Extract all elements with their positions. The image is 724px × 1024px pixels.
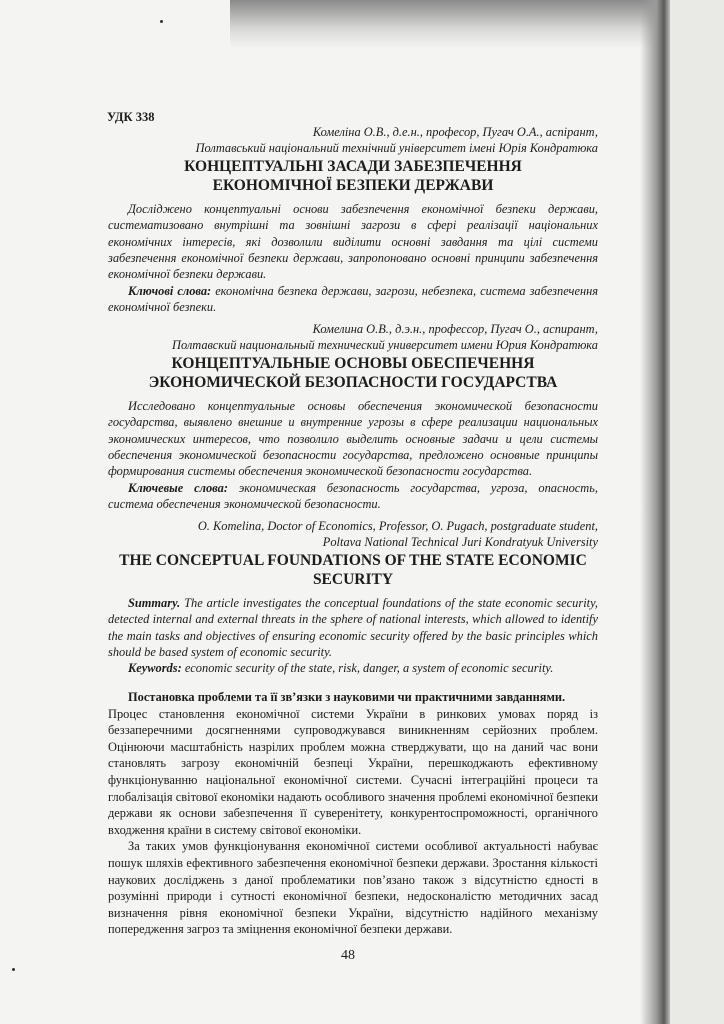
keywords-line: система обеспечения экономической безопасности.: [108, 496, 381, 511]
abstract-line: государства, выявлено внешние и внутренние угрозы в сфере реализации национальных: [108, 415, 598, 430]
abstract-label: Summary.: [128, 596, 181, 610]
keywords-line: [128, 481, 598, 496]
article-title-line: ЕКОНОМІЧНОЇ БЕЗПЕКИ ДЕРЖАВИ: [212, 177, 494, 194]
body-text-line: розумінні природи і сутності економічної безпеки, недосконалістю методичних засад: [108, 889, 598, 904]
keywords-line: економічної безпеки.: [108, 299, 217, 314]
keywords-line-text: економічна безпека держави, загрози, небезпека, система забезпечення: [215, 283, 598, 298]
keywords-line: [128, 661, 598, 676]
author-line: O. Komelina, Doctor of Economics, Professor, O. Pugach, postgraduate student,: [197, 519, 598, 533]
abstract-line: экономических интересов, что позволило выделить основные задачи и цели системы: [108, 431, 598, 446]
page-number: 48: [341, 948, 355, 963]
author-line: Комеліна О.В., д.е.н., професор, Пугач О.А., аспірант,: [312, 125, 598, 139]
body-text-line: беззаперечними досягненнями супроводжувався виникненням серйозних проблем.: [108, 723, 598, 738]
keywords-label: Ключевые слова:: [128, 480, 228, 495]
abstract-line: should be based system of economic security.: [108, 644, 333, 659]
udk-code: УДК 338: [107, 110, 155, 124]
body-text-line: входження країни в систему світової економіки.: [108, 822, 362, 837]
abstract-line: Досліджено концептуальні основи забезпечення економічної безпеки держави,: [128, 202, 598, 216]
affiliation-line: Poltava National Technical Juri Kondratyuk University: [322, 535, 598, 549]
article-title-line: КОНЦЕПТУАЛЬНЫЕ ОСНОВЫ ОБЕСПЕЧЕННЯ: [171, 355, 535, 372]
article-title-line: THE CONCEPTUAL FOUNDATIONS OF THE STATE ECONOMIC: [119, 552, 587, 569]
abstract-line: the main tasks and objectives of ensuring economic security offered by the basic principles which: [108, 628, 598, 643]
keywords-line: [128, 284, 598, 299]
abstract-line: detected internal and external threats in the sphere of national interests, which allowed to identify: [108, 612, 598, 627]
affiliation-line: Полтавский национальный технический университет имени Юрия Кондратюка: [172, 338, 598, 352]
abstract-line: економічних інтересів, які дозволили виділити основні завдання та цілі системи: [108, 234, 598, 249]
abstract-line: забезпечення економічної безпеки держави, запропоновано основні принципи забезпечення: [108, 250, 598, 265]
article-title-line: SECURITY: [312, 571, 394, 588]
article-title-line: КОНЦЕПТУАЛЬНІ ЗАСАДИ ЗАБЕЗПЕЧЕННЯ: [184, 158, 522, 175]
abstract-line: формирования системы обеспечения экономической безопасности государства.: [108, 464, 533, 479]
adjacent-page-edge: [670, 0, 724, 1024]
body-text-line: Процес становлення економічної системи України в ринкових умовах поряд із: [108, 706, 598, 721]
body-text-line: становлять загрозу економічній безпеці України, перешкоджають ефективному: [108, 756, 598, 771]
abstract-line: Исследовано концептуальные основы обеспечения экономической безопасности: [128, 399, 598, 413]
body-text-line: Оцінюючи масштабність назрілих проблем можна стверджувати, що на даний час вони: [108, 739, 598, 754]
abstract-line-text: The article investigates the conceptual foundations of the state economic security,: [184, 596, 598, 610]
body-text-line: держави як основи забезпечення її суверенітету, конкурентоспроможності, органічного: [108, 806, 598, 821]
body-text-line: наукових досліджень з даної проблематики пов’язано також з відсутністю єдності в: [108, 872, 598, 887]
section-heading: Постановка проблеми та її зв’язки з науковими чи практичними завданнями.: [128, 690, 566, 704]
author-line: Комелина О.В., д.э.н., профессор, Пугач О., аспирант,: [312, 322, 598, 336]
article-title-line: ЭКОНОМИЧЕСКОЙ БЕЗОПАСНОСТИ ГОСУДАРСТВА: [148, 374, 558, 391]
keywords-line-text: economic security of the state, risk, danger, a system of economic security.: [184, 661, 554, 676]
body-text-line: глобалізація світової економіки надають особливого значення проблемі економічної безпеки: [108, 789, 598, 804]
keywords-line-text: экономическая безопасность государства, угроза, опасность,: [238, 480, 598, 495]
abstract-line: [128, 596, 598, 611]
body-text-line: За таких умов функціонування економічної системи особливої актуальності набуває: [128, 839, 598, 854]
abstract-line: економічної безпеки держави.: [108, 267, 267, 282]
body-text-line: пошук шляхів ефективного забезпечення економічної безпеки держави. Зростання кількості: [108, 856, 598, 870]
body-text-line: попередження загроз та зміцнення економічної безпеки держави.: [108, 922, 453, 937]
scan-speck: [12, 968, 15, 971]
body-text-line: функціонуванню національної економічної системи. Сучасні інтеграційні процеси та: [108, 773, 598, 787]
keywords-label: Keywords:: [128, 661, 182, 676]
abstract-line: обеспечения экономической безопасности государства, предложено основные принципы: [108, 447, 598, 462]
keywords-label: Ключові слова:: [128, 283, 212, 298]
affiliation-line: Полтавський національний технічний університет імені Юрія Кондратюка: [195, 141, 598, 155]
scan-binding-shadow: [640, 0, 670, 1024]
body-text-line: визначення рівня економічної безпеки України, відсутністю надійного механізму: [108, 905, 598, 920]
abstract-line: систематизовано внутрішні та зовнішні загрози в сфері реалізації національних: [108, 218, 598, 233]
scan-speck: [160, 20, 163, 23]
